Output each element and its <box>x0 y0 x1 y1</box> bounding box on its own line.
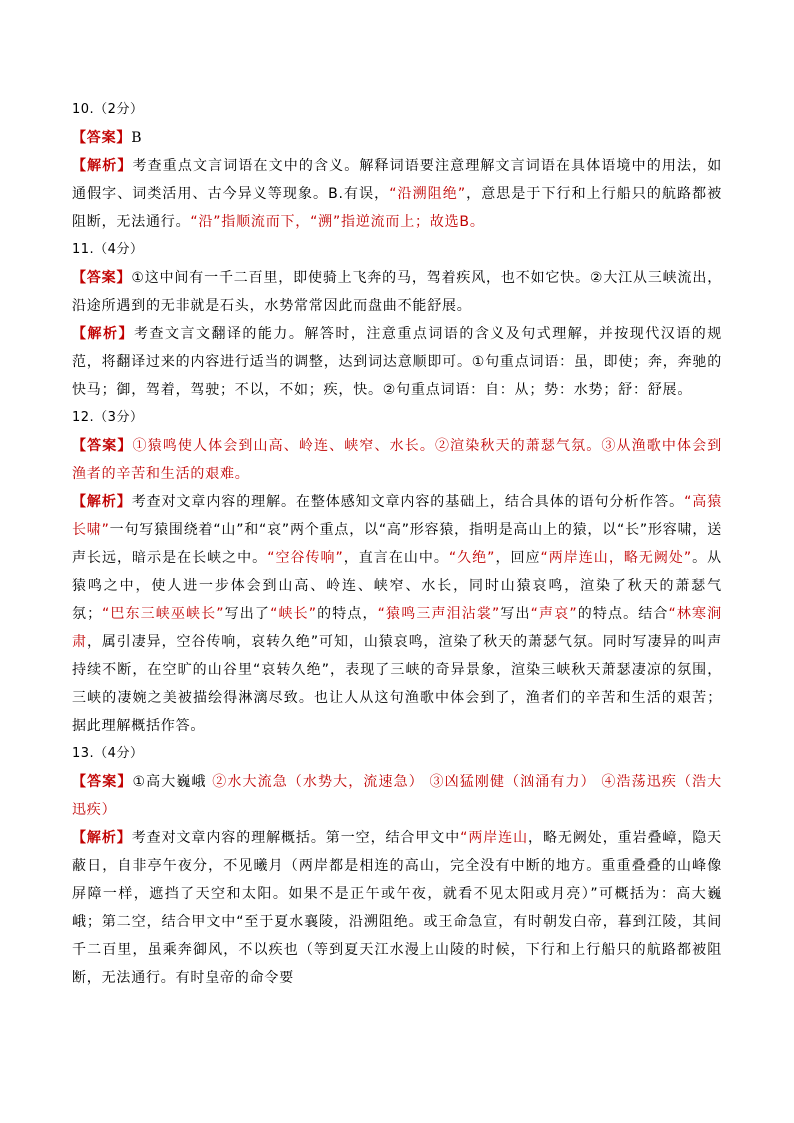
answer-tag: 【答案】 <box>72 130 132 146</box>
analysis-tag: 【解析】 <box>72 158 133 174</box>
analysis-tag: 【解析】 <box>72 830 132 846</box>
quote: “高猿长啸” <box>72 494 722 538</box>
quote: “两岸连山，略无阙处” <box>540 550 692 566</box>
analysis-text: 。从猿鸣之中，使人进一步体会到山高、岭连、峡窄、水长，同时山猿哀鸣，渲染了秋天的萧瑟气氛； <box>72 550 722 622</box>
q12-answer <box>72 432 722 488</box>
analysis-tag: 【解析】 <box>72 494 132 510</box>
quote: “猿鸣三声泪沾裳” <box>377 606 501 622</box>
analysis-text: 写出了 <box>224 606 271 622</box>
answer-text: ②水大流急（水势大，流速急） ③凶猛刚健（汹涌有力） ④浩荡迅疾（浩大迅疾） <box>72 774 722 818</box>
q13-heading: 13.（4分） <box>72 746 144 761</box>
q10-analysis <box>72 152 722 236</box>
answer-text: ①猿鸣使人体会到山高、岭连、峡窄、水长。②渲染秋天的萧瑟气氛。③从渔歌中体会到渔者的辛苦和生活的艰难。 <box>72 438 722 482</box>
q13-answer <box>72 768 722 824</box>
quote: “沿溯阻绝” <box>389 186 466 202</box>
analysis-text: 考查对文章内容的理解概括。第一空，结合甲文中 <box>131 830 461 846</box>
q11-analysis <box>72 320 722 404</box>
analysis-text: 写出 <box>500 606 531 622</box>
analysis-text: ，意思是于下行和上行船只的航路都被阻断，无法通行。 <box>72 186 722 230</box>
quote: “两岸连山 <box>460 830 529 846</box>
quote: “空谷传响” <box>267 550 344 566</box>
answer-text: B <box>131 130 143 146</box>
analysis-text: 考查重点文言词语在文中的含义。解释词语要注意理解文言词语在具体语境中的用法，如通假字、词类活用、古今异义等现象。B.有误， <box>72 158 722 202</box>
quote: “峡长” <box>270 606 317 622</box>
answer-tag: 【答案】 <box>72 438 133 454</box>
analysis-text: ，略无阙处，重岩叠嶂，隐天蔽日，自非亭午夜分，不见曦月（两岸都是相连的高山，完全没有中断的地方。重重叠叠的山峰像屏障一样，遮挡了天空和太阳。如果不是正午或午夜，就看不见太阳或月亮）”可概括为：高大巍峨；第二空，结合甲文中“至于夏水襄陵，沿溯阻绝。或王命急宣，有时朝发白帝，暮到江陵，其间千二百里，虽乘奔御风，不以疾也（等到夏天江水漫上山陵的时候，下行和上行船只的航路都被阻断，无法通行。有时皇帝的命令要 <box>72 830 722 986</box>
analysis-text: 的特点。结合 <box>577 606 669 622</box>
analysis-text: 的特点， <box>316 606 378 622</box>
analysis-text: 一句写猿围绕着“山”和“哀”两个重点，以“高”形容猿，指明是高山上的猿，以“长”形容啸，送声长远，暗示是在长峡之中。 <box>72 522 722 566</box>
analysis-text: 考查对文章内容的理解。在整体感知文章内容的基础上，结合具体的语句分析作答。 <box>131 494 685 510</box>
q12-heading: 12.（3分） <box>72 410 144 425</box>
answer-tag: 【答案】 <box>72 270 132 286</box>
analysis-text: ，直言在山中。 <box>343 550 449 566</box>
answer-text: ①高大巍峨 <box>132 774 207 790</box>
quote: “巴东三峡巫峡长” <box>101 606 225 622</box>
quote: “声哀” <box>530 606 578 622</box>
q13-analysis <box>72 824 722 992</box>
analysis-text: 考查文言文翻译的能力。解答时，注意重点词语的含义及句式理解，并按现代汉语的规范，将翻译过来的内容进行适当的调整，达到词达意顺即可。①句重点词语：虽，即使；奔，奔驰的快马；御，驾着，驾驶；不以，不如；疾，快。②句重点词语：自：从；势：水势；舒：舒展。 <box>72 326 723 398</box>
q10-heading: 10.（2分） <box>72 102 144 117</box>
quote: “沿”指顺流而下，“溯”指逆流而上；故选B。 <box>190 214 485 230</box>
q12-analysis <box>72 488 722 740</box>
q11-answer <box>72 264 722 320</box>
q11-heading: 11.（4分） <box>72 242 144 257</box>
answer-text: ①这中间有一千二百里，即使骑上飞奔的马，驾着疾风，也不如它快。②大江从三峡流出，沿途所遇到的无非就是石头，水势常常因此而盘曲不能舒展。 <box>72 270 722 314</box>
answer-tag: 【答案】 <box>72 774 133 790</box>
quote: “林寒涧肃 <box>72 606 722 650</box>
analysis-text: ，回应 <box>495 550 541 566</box>
analysis-tag: 【解析】 <box>72 326 134 342</box>
quote: “久绝” <box>448 550 496 566</box>
q10-answer <box>72 124 722 152</box>
analysis-text: ，属引凄异，空谷传响，哀转久绝”可知，山猿哀鸣，渲染了秋天的萧瑟气氛。同时写凄异的叫声持续不断，在空旷的山谷里“哀转久绝”，表现了三峡的奇异景象，渲染三峡秋天萧瑟凄凉的氛围，三峡的凄婉之美被描绘得淋漓尽致。也让人从这句渔歌中体会到了，渔者们的辛苦和生活的艰苦；据此理解概括作答。 <box>72 634 722 734</box>
